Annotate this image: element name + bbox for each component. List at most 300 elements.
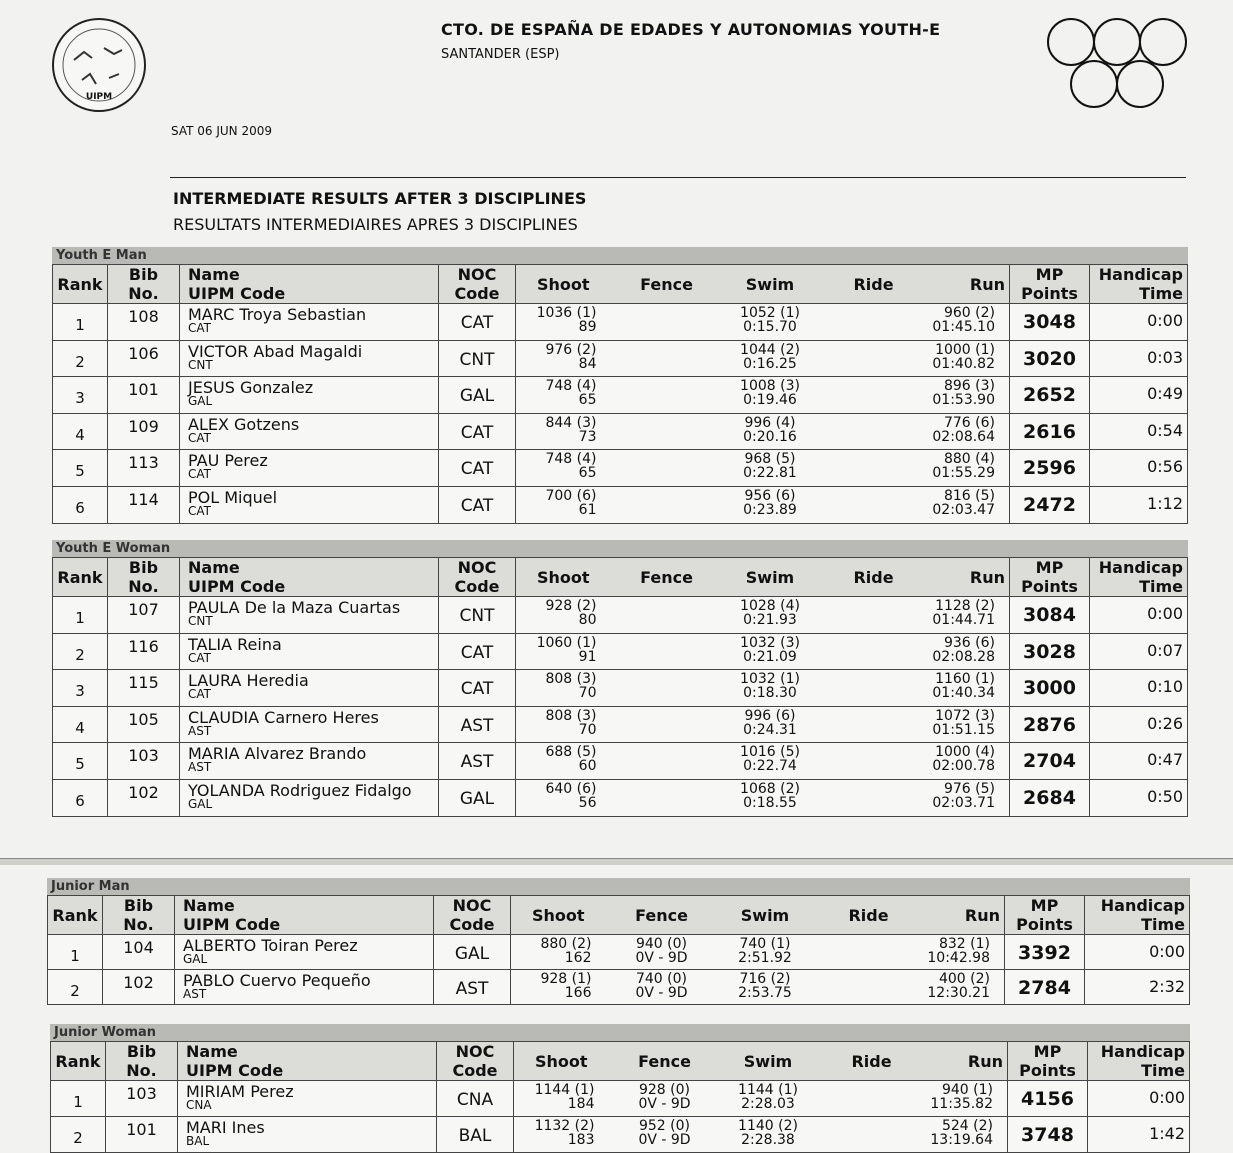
noc-cell	[439, 340, 516, 377]
athlete-cell-code: BAL	[186, 1134, 210, 1148]
athlete-cell-name: CLAUDIA Carnero Heres	[188, 707, 379, 727]
event-location: SANTANDER (ESP)	[441, 47, 560, 62]
shooting-ring-icon	[1093, 18, 1141, 66]
col-bib	[108, 558, 180, 597]
fence-cell	[611, 779, 723, 816]
run-cell-run2: 02:03.47	[932, 501, 995, 518]
bib-cell-bib: 102	[123, 973, 154, 992]
header-label-noc2: Code	[452, 1061, 498, 1080]
ride-cell	[818, 597, 930, 634]
athlete-cell-name: PAU Perez	[188, 451, 268, 471]
shoot-cell-shoot1: 928 (2)	[545, 598, 597, 614]
col-rank	[53, 265, 108, 304]
header-label-hc2: Time	[1139, 284, 1183, 303]
table-row	[53, 633, 1188, 670]
athlete-cell	[178, 1081, 437, 1117]
run-cell-run2: 13:19.64	[930, 1132, 993, 1148]
noc-cell	[439, 413, 516, 450]
run-cell	[928, 1081, 1008, 1117]
shoot-cell-shoot2: 65	[578, 392, 597, 409]
header-label-bib1: Bib	[128, 265, 159, 284]
handicap-cell	[1090, 450, 1188, 487]
athlete-cell-code: CAT	[188, 687, 211, 702]
header-label-run: Run	[967, 1052, 1003, 1071]
swim-cell-swim1: 1144 (1)	[738, 1082, 798, 1098]
ride-cell	[818, 304, 930, 341]
shoot-cell-shoot2: 61	[578, 501, 597, 518]
swim-cell-swim1: 996 (6)	[744, 707, 796, 724]
noc-cell-noc: GAL	[459, 386, 495, 407]
shoot-cell-shoot2: 183	[567, 1132, 595, 1148]
swim-cell	[723, 450, 818, 487]
header-row	[48, 896, 1190, 935]
col-handicap	[1088, 1042, 1190, 1081]
header-label-name1: Name	[188, 558, 240, 577]
col-rank	[53, 558, 108, 597]
run-cell-run1: 832 (1)	[938, 936, 990, 952]
handicap-cell-hc: 0:00	[1149, 942, 1185, 961]
mp-points-cell	[1010, 597, 1090, 634]
run-cell	[928, 1117, 1008, 1153]
swim-cell-swim1: 1044 (2)	[740, 341, 800, 358]
run-cell	[930, 377, 1010, 414]
rank-cell	[53, 597, 108, 634]
ride-cell	[818, 486, 930, 523]
header-label-name2: UIPM Code	[188, 577, 286, 596]
header-label-ride: Ride	[853, 275, 894, 294]
swim-cell-swim2: 0:16.25	[743, 355, 797, 372]
section-youth-e-woman	[52, 540, 1188, 817]
col-mp-points	[1010, 558, 1090, 597]
shoot-cell-shoot1: 928 (1)	[540, 971, 592, 987]
fence-cell-fence1: 940 (0)	[635, 936, 687, 952]
handicap-cell	[1090, 633, 1188, 670]
mp-points-cell-mp: 2616	[1023, 420, 1076, 443]
mp-points-cell-mp: 2704	[1023, 750, 1076, 773]
col-bib	[108, 265, 180, 304]
ride-cell	[816, 1117, 928, 1153]
swim-cell-swim2: 0:18.55	[743, 794, 797, 811]
col-shoot	[514, 1042, 609, 1081]
fence-cell	[611, 670, 723, 707]
header-label-ride: Ride	[848, 906, 889, 925]
athlete-cell-code: CNT	[188, 614, 213, 628]
header-label-swim: Swim	[745, 275, 795, 294]
run-cell-run2: 11:35.82	[930, 1096, 993, 1112]
run-cell	[930, 304, 1010, 341]
handicap-cell	[1090, 377, 1188, 414]
mp-points-cell-mp: 3392	[1018, 942, 1071, 964]
col-name	[180, 558, 439, 597]
athlete-cell-name: MIRIAM Perez	[186, 1082, 294, 1101]
header-label-rank: Rank	[57, 568, 103, 587]
rank-cell	[53, 304, 108, 341]
run-cell-run2: 02:08.28	[932, 648, 995, 665]
results-table	[52, 557, 1188, 817]
athlete-cell-name: MARI Ines	[186, 1118, 265, 1137]
header-label-ride: Ride	[853, 568, 894, 587]
noc-cell	[439, 743, 516, 780]
col-run	[930, 558, 1010, 597]
shoot-cell-shoot1: 640 (6)	[545, 780, 597, 797]
col-name	[175, 896, 434, 935]
rank-cell	[53, 706, 108, 743]
swim-cell-swim2: 0:24.31	[743, 721, 797, 738]
bib-cell	[108, 340, 180, 377]
swim-cell	[723, 633, 818, 670]
rank-cell-rank: 1	[73, 1093, 83, 1111]
swim-cell-swim1: 956 (6)	[744, 487, 796, 504]
header-label-fence: Fence	[640, 275, 693, 294]
rank-cell-rank: 2	[75, 352, 85, 371]
col-fence	[609, 1042, 721, 1081]
riding-ring-icon	[1116, 60, 1164, 108]
shoot-cell-shoot1: 808 (3)	[545, 671, 597, 688]
fence-cell	[611, 304, 723, 341]
mp-points-cell	[1005, 935, 1085, 970]
run-cell-run2: 12:30.21	[927, 985, 990, 1001]
header-label-run: Run	[969, 275, 1005, 294]
athlete-cell-name: JESUS Gonzalez	[188, 378, 314, 398]
handicap-cell-hc: 2:32	[1149, 977, 1185, 996]
header-label-rank: Rank	[52, 906, 98, 925]
run-cell-run2: 02:08.64	[932, 428, 995, 445]
shoot-cell	[514, 1081, 609, 1117]
mp-points-cell-mp: 3748	[1021, 1124, 1074, 1146]
shoot-cell	[516, 743, 611, 780]
swim-cell	[723, 779, 818, 816]
athlete-cell-code: CAT	[188, 321, 211, 335]
athlete-cell-code: GAL	[188, 796, 213, 811]
noc-cell-noc: AST	[455, 979, 489, 999]
athlete-cell-name: PABLO Cuervo Pequeño	[183, 971, 371, 990]
table-row	[53, 743, 1188, 780]
shoot-cell-shoot2: 166	[564, 985, 592, 1001]
rank-cell-rank: 6	[75, 791, 85, 810]
athlete-cell-name: YOLANDA Rodriguez Fidalgo	[188, 780, 412, 800]
bib-cell	[108, 304, 180, 341]
shoot-cell-shoot2: 184	[567, 1096, 595, 1112]
rank-cell-rank: 1	[75, 609, 85, 627]
bib-cell-bib: 103	[128, 746, 159, 766]
fence-cell	[609, 1117, 721, 1153]
noc-cell	[439, 377, 516, 414]
header-label-shoot: Shoot	[534, 1052, 588, 1071]
shoot-cell	[516, 377, 611, 414]
header-label-name1: Name	[186, 1042, 238, 1061]
col-fence	[606, 896, 718, 935]
swim-cell-swim1: 716 (2)	[739, 971, 791, 987]
rank-cell	[48, 935, 103, 970]
noc-cell-noc: GAL	[459, 788, 495, 809]
athlete-cell	[180, 706, 439, 743]
fence-cell-fence2: 0V - 9D	[635, 985, 688, 1001]
athlete-cell-code: CAT	[188, 430, 211, 445]
swim-cell	[718, 935, 813, 970]
header-label-bib1: Bib	[126, 1042, 157, 1061]
shoot-cell	[516, 633, 611, 670]
handicap-cell-hc: 0:00	[1147, 311, 1183, 330]
rank-cell-rank: 1	[75, 316, 85, 334]
col-mp-points	[1010, 265, 1090, 304]
mp-points-cell-mp: 2472	[1023, 493, 1076, 516]
rank-cell	[53, 377, 108, 414]
swim-cell-swim2: 2:53.75	[738, 985, 792, 1001]
run-cell-run2: 02:03.71	[932, 794, 995, 811]
table-row	[53, 304, 1188, 341]
col-fence	[611, 265, 723, 304]
running-ring-icon	[1139, 18, 1187, 66]
athlete-cell-name: PAULA De la Maza Cuartas	[188, 598, 401, 617]
header-label-ride: Ride	[851, 1052, 892, 1071]
athlete-cell	[180, 377, 439, 414]
athlete-cell	[180, 413, 439, 450]
run-cell-run1: 1128 (2)	[935, 598, 995, 614]
noc-cell-noc: GAL	[454, 944, 490, 964]
swim-cell-swim2: 0:20.16	[743, 428, 797, 445]
swim-cell	[723, 670, 818, 707]
fence-cell	[606, 935, 718, 970]
header-label-noc2: Code	[454, 577, 500, 596]
swim-cell-swim2: 0:15.70	[743, 319, 797, 335]
table-row	[53, 450, 1188, 487]
header-label-fence: Fence	[640, 568, 693, 587]
run-cell-run2: 02:00.78	[932, 758, 995, 775]
bib-cell-bib: 105	[128, 709, 159, 729]
shoot-cell	[511, 970, 606, 1005]
header-label-noc1: NOC	[452, 896, 492, 915]
header-label-noc1: NOC	[455, 1042, 495, 1061]
header-label-mp1: MP	[1035, 265, 1064, 284]
event-date: SAT 06 JUN 2009	[171, 124, 272, 138]
header-label-hc1: Handicap	[1098, 558, 1183, 577]
mp-points-cell	[1010, 743, 1090, 780]
run-cell	[930, 779, 1010, 816]
bib-cell	[108, 743, 180, 780]
bib-cell	[103, 970, 175, 1005]
mp-points-cell-mp: 2876	[1023, 713, 1076, 736]
section-title: Junior Woman	[50, 1024, 1190, 1041]
header-label-rank: Rank	[57, 275, 103, 294]
fence-cell	[609, 1081, 721, 1117]
col-mp-points	[1008, 1042, 1088, 1081]
fence-cell-fence2: 0V - 9D	[638, 1096, 691, 1112]
table-row	[53, 486, 1188, 523]
swim-cell-swim1: 1032 (3)	[740, 634, 800, 651]
athlete-cell-name: POL Miquel	[188, 487, 278, 507]
noc-cell-noc: CAT	[460, 422, 494, 443]
col-run	[930, 265, 1010, 304]
run-cell	[930, 597, 1010, 634]
handicap-cell	[1090, 340, 1188, 377]
rank-cell	[53, 450, 108, 487]
shoot-cell-shoot1: 1036 (1)	[536, 305, 597, 321]
ride-cell	[818, 743, 930, 780]
shoot-cell	[516, 597, 611, 634]
noc-cell-noc: CAT	[460, 313, 494, 333]
header-label-hc1: Handicap	[1100, 896, 1185, 915]
shoot-cell-shoot2: 60	[578, 758, 597, 775]
mp-points-cell	[1010, 670, 1090, 707]
handicap-cell-hc: 0:03	[1147, 347, 1183, 367]
athlete-cell	[180, 779, 439, 816]
table-row	[53, 377, 1188, 414]
noc-cell-noc: CAT	[460, 679, 494, 700]
uipm-logo	[52, 18, 146, 112]
header-label-bib2: No.	[123, 915, 154, 934]
col-run	[925, 896, 1005, 935]
header-label-fence: Fence	[638, 1052, 691, 1071]
table-row	[51, 1081, 1190, 1117]
fence-cell	[611, 450, 723, 487]
mp-points-cell-mp: 3028	[1023, 640, 1076, 663]
swim-cell-swim2: 0:19.46	[743, 392, 797, 409]
bib-cell	[108, 633, 180, 670]
swim-cell-swim2: 0:23.89	[743, 501, 797, 518]
col-noc	[439, 265, 516, 304]
col-handicap	[1090, 265, 1188, 304]
handicap-cell-hc: 0:10	[1147, 677, 1183, 697]
ride-cell	[818, 633, 930, 670]
run-cell-run2: 01:53.90	[932, 392, 995, 409]
col-bib	[106, 1042, 178, 1081]
athlete-cell	[180, 743, 439, 780]
shoot-cell-shoot2: 84	[578, 355, 597, 372]
noc-cell-noc: CAT	[460, 495, 494, 516]
handicap-cell	[1090, 597, 1188, 634]
swim-cell	[723, 304, 818, 341]
header-label-hc2: Time	[1141, 915, 1185, 934]
noc-cell	[434, 935, 511, 970]
noc-cell	[437, 1081, 514, 1117]
col-run	[928, 1042, 1008, 1081]
noc-cell-noc: CAT	[460, 642, 494, 663]
rank-cell	[53, 340, 108, 377]
col-shoot	[516, 265, 611, 304]
bib-cell-bib: 107	[128, 600, 159, 619]
noc-cell	[439, 779, 516, 816]
run-cell-run1: 976 (5)	[943, 780, 995, 797]
rank-cell-rank: 2	[70, 982, 80, 1000]
shoot-cell-shoot2: 70	[578, 721, 597, 738]
swim-cell	[723, 743, 818, 780]
noc-cell	[439, 304, 516, 341]
athlete-cell	[180, 486, 439, 523]
swim-cell-swim1: 1140 (2)	[738, 1118, 798, 1134]
header-label-bib2: No.	[126, 1061, 157, 1080]
header-label-mp2: Points	[1019, 1061, 1076, 1080]
handicap-cell	[1090, 304, 1188, 341]
col-shoot	[511, 896, 606, 935]
header-label-mp1: MP	[1030, 896, 1059, 915]
bib-cell-bib: 114	[128, 489, 159, 509]
col-noc	[434, 896, 511, 935]
table-row	[51, 1117, 1190, 1153]
bib-cell-bib: 106	[128, 343, 159, 363]
athlete-cell-name: MARIA Alvarez Brando	[188, 744, 367, 764]
results-title-en: INTERMEDIATE RESULTS AFTER 3 DISCIPLINES	[173, 189, 587, 208]
col-mp-points	[1005, 896, 1085, 935]
handicap-cell-hc: 0:47	[1147, 750, 1183, 770]
mp-points-cell	[1010, 450, 1090, 487]
swim-cell	[723, 486, 818, 523]
athlete-cell-code: CAT	[188, 467, 211, 482]
fence-cell	[611, 377, 723, 414]
header-label-name1: Name	[183, 896, 235, 915]
shoot-cell-shoot1: 700 (6)	[545, 487, 597, 504]
rank-cell-rank: 4	[75, 425, 85, 444]
noc-cell	[439, 486, 516, 523]
run-cell-run2: 01:40.82	[932, 355, 995, 372]
noc-cell-noc: CNA	[456, 1090, 494, 1110]
run-cell	[930, 743, 1010, 780]
section-junior-man	[47, 878, 1190, 1005]
mp-points-cell-mp: 2652	[1023, 384, 1076, 407]
mp-points-cell-mp: 2784	[1018, 977, 1071, 999]
col-ride	[818, 558, 930, 597]
noc-cell-noc: CNT	[459, 606, 495, 626]
header-label-mp1: MP	[1035, 558, 1064, 577]
header-label-noc1: NOC	[457, 558, 497, 577]
header-label-shoot: Shoot	[536, 568, 590, 587]
fence-cell-fence1: 952 (0)	[638, 1118, 690, 1134]
shoot-cell-shoot2: 80	[578, 612, 597, 628]
shoot-cell	[516, 340, 611, 377]
shoot-cell-shoot2: 65	[578, 465, 597, 482]
header-label-shoot: Shoot	[531, 906, 585, 925]
athlete-cell-code: CAT	[188, 503, 211, 518]
noc-cell-noc: AST	[460, 715, 494, 736]
run-cell-run1: 1000 (1)	[935, 341, 995, 358]
swim-cell-swim2: 0:22.81	[743, 465, 797, 482]
fence-cell-fence2: 0V - 9D	[638, 1132, 691, 1148]
bib-cell	[108, 413, 180, 450]
results-title-fr: RESULTATS INTERMEDIAIRES APRES 3 DISCIPLINES	[173, 215, 578, 234]
shoot-cell-shoot2: 91	[578, 648, 597, 665]
table-row	[53, 413, 1188, 450]
results-table	[47, 895, 1190, 1005]
noc-cell	[434, 970, 511, 1005]
handicap-cell-hc: 0:07	[1147, 640, 1183, 660]
athlete-cell	[175, 935, 434, 970]
rank-cell	[53, 670, 108, 707]
swim-cell-swim2: 0:18.30	[743, 685, 797, 702]
shoot-cell	[516, 486, 611, 523]
handicap-cell	[1090, 706, 1188, 743]
handicap-cell-hc: 0:50	[1147, 786, 1183, 806]
header-label-mp1: MP	[1033, 1042, 1062, 1061]
rank-cell	[51, 1081, 106, 1117]
noc-cell-noc: AST	[460, 752, 494, 773]
athlete-cell-code: AST	[188, 760, 212, 775]
fence-cell	[611, 340, 723, 377]
swim-cell-swim1: 740 (1)	[739, 936, 791, 952]
ride-cell	[818, 779, 930, 816]
shoot-cell-shoot1: 880 (2)	[540, 936, 592, 952]
noc-cell	[439, 450, 516, 487]
header-label-bib1: Bib	[128, 558, 159, 577]
fence-cell	[611, 486, 723, 523]
bib-cell	[108, 706, 180, 743]
header-label-rank: Rank	[55, 1052, 101, 1071]
col-name	[180, 265, 439, 304]
mp-points-cell	[1010, 340, 1090, 377]
mp-points-cell	[1010, 633, 1090, 670]
handicap-cell-hc: 0:54	[1147, 420, 1183, 440]
header-label-hc2: Time	[1141, 1061, 1185, 1080]
run-cell	[930, 706, 1010, 743]
header-label-swim: Swim	[745, 568, 795, 587]
